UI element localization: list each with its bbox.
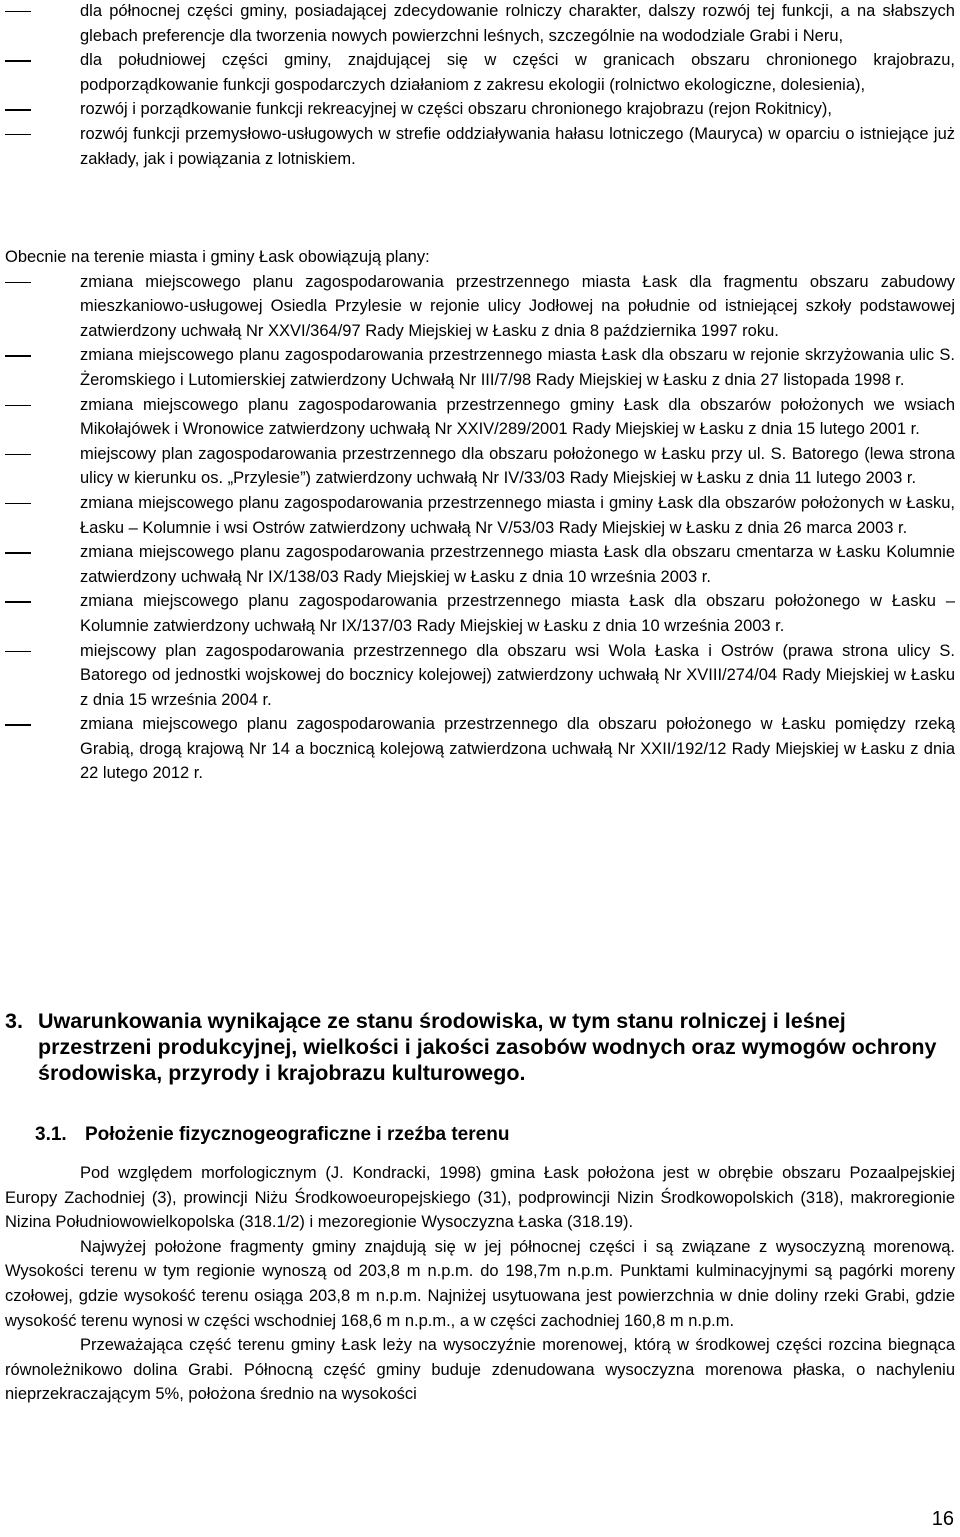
list-item: zmiana miejscowego planu zagospodarowania przestrzennego dla obszaru położonego w Łasku pomiędzy rzeką Grabią, drogą krajową Nr 14 a bocznicą kolejową zatwierdzona uchwałą Nr XXII/192/12 Rady Miejskiej w Łasku z dnia 22 lutego 2012 r.: [5, 712, 955, 786]
list-item: zmiana miejscowego planu zagospodarowania przestrzennego gminy Łask dla obszarów położonych we wsiach Mikołajówek i Wronowice zatwierdzony uchwałą Nr XXIV/289/2001 Rady Miejskiej w Łasku z dnia 15 lutego 2001 r.: [5, 393, 955, 442]
list-a-block: [5, 0, 955, 171]
section-3-heading: [5, 1008, 960, 1086]
section-3-number: 3.: [5, 1009, 23, 1033]
list-b: [5, 270, 955, 786]
section-3-1-heading: [35, 1123, 835, 1147]
list-item: rozwój funkcji przemysłowo-usługowych w strefie oddziaływania hałasu lotniczego (Mauryca) w oparciu o istniejące już zakłady, jak i powiązania z lotniskiem.: [5, 122, 955, 171]
list-item: zmiana miejscowego planu zagospodarowania przestrzennego miasta Łask dla obszaru cmentarza w Łasku Kolumnie zatwierdzony uchwałą Nr IX/138/03 Rady Miejskiej w Łasku z dnia 10 września 2003 r.: [5, 540, 955, 589]
paragraph: Pod względem morfologicznym (J. Kondracki, 1998) gmina Łask położona jest w obrębie obszaru Pozaalpejskiej Europy Zachodniej (3), prowincji Niżu Środkowoeuropejskiego (31), podprowincji Nizin Środkowopolskich (318), makroregionie Nizina Południowowielkopolska (318.1/2) i mezoregionie Wysoczyzna Łaska (318.19).: [5, 1164, 955, 1232]
list-item: dla północnej części gminy, posiadającej zdecydowanie rolniczy charakter, dalszy rozwój tej funkcji, a na słabszych glebach preferencje dla tworzenia nowych powierzchni leśnych, szczególnie na wododziale Grabi i Neru,: [5, 0, 955, 48]
list-item: miejscowy plan zagospodarowania przestrzennego dla obszaru położonego w Łasku przy ul. S. Batorego (lewa strona ulicy w kierunku os. „Przylesie”) zatwierdzony uchwałą Nr IV/33/03 Rady Miejskiej w Łasku z dnia 11 lutego 2003 r.: [5, 442, 955, 491]
page-number: 16: [931, 1508, 954, 1530]
list-a: [5, 0, 955, 171]
list-item: rozwój i porządkowanie funkcji rekreacyjnej w części obszaru chronionego krajobrazu (rejon Rokitnicy),: [5, 97, 955, 122]
list-item: zmiana miejscowego planu zagospodarowania przestrzennego miasta Łask dla obszaru w rejonie skrzyżowania ulic S. Żeromskiego i Lutomierskiej zatwierdzony Uchwałą Nr III/7/98 Rady Miejskiej w Łasku z dnia 27 listopada 1998 r.: [5, 343, 955, 392]
section-3-1-title: Położenie fizycznogeograficzne i rzeźba terenu: [85, 1124, 510, 1145]
paragraph: Najwyżej położone fragmenty gminy znajdują się w jej północnej części i są związane z wysoczyzną morenową. Wysokości terenu w tym regionie wynoszą od 203,8 m n.p.m. do 198,7m n.p.m. Punktami kulminacyjnymi są pagórki moreny czołowej, gdzie wysokość terenu osiąga 203,8 m n.p.m. Najniżej usytuowana jest powierzchnia w dnie doliny rzeki Grabi, gdzie wysokość terenu wynosi w części wschodniej 168,6 m n.p.m., a w części zachodniej 160,8 m n.p.m.: [5, 1237, 955, 1330]
list-item: dla południowej części gminy, znajdującej się w części w granicach obszaru chronionego krajobrazu, podporządkowanie funkcji gospodarczych działaniom z zakresu ekologii (rolnictwo ekologiczne, dolesienia),: [5, 48, 955, 97]
plans-block: [5, 245, 955, 786]
list-item: zmiana miejscowego planu zagospodarowania przestrzennego miasta i gminy Łask dla obszarów położonych w Łasku, Łasku – Kolumnie i wsi Ostrów zatwierdzony uchwałą Nr V/53/03 Rady Miejskiej w Łasku z dnia 26 marca 2003 r.: [5, 491, 955, 540]
body-text: [5, 1161, 955, 1407]
plans-intro: Obecnie na terenie miasta i gminy Łask obowiązują plany:: [5, 248, 430, 266]
section-3-1-number: 3.1.: [35, 1124, 67, 1145]
section-3-title: Uwarunkowania wynikające ze stanu środowiska, w tym stanu rolniczej i leśnej przestrzeni produkcyjnej, wielkości i jakości zasobów wodnych oraz wymogów ochrony środowiska, przyrody i krajobrazu kulturowego.: [38, 1009, 937, 1085]
paragraph: Przeważająca część terenu gminy Łask leży na wysoczyźnie morenowej, którą w środkowej części rozcina biegnąca równoleżnikowo dolina Grabi. Północną część gminy buduje zdenudowana wysoczyzna morenowa płaska, o nachyleniu nieprzekraczającym 5%, położona średnio na wysokości: [5, 1336, 955, 1404]
list-item: zmiana miejscowego planu zagospodarowania przestrzennego miasta Łask dla obszaru położonego w Łasku – Kolumnie zatwierdzony uchwałą Nr IX/137/03 Rady Miejskiej w Łasku z dnia 10 września 2003 r.: [5, 589, 955, 638]
list-item: miejscowy plan zagospodarowania przestrzennego dla obszaru wsi Wola Łaska i Ostrów (prawa strona ulicy S. Batorego od jednostki wojskowej do bocznicy kolejowej) zatwierdzony uchwałą Nr XVIII/274/04 Rady Miejskiej w Łasku z dnia 15 września 2004 r.: [5, 639, 955, 713]
list-item: zmiana miejscowego planu zagospodarowania przestrzennego miasta Łask dla fragmentu obszaru zabudowy mieszkaniowo-usługowej Osiedla Przylesie w rejonie ulicy Jodłowej na południe od istniejącej szkoły podstawowej zatwierdzony uchwałą Nr XXVI/364/97 Rady Miejskiej w Łasku z dnia 8 października 1997 roku.: [5, 270, 955, 344]
